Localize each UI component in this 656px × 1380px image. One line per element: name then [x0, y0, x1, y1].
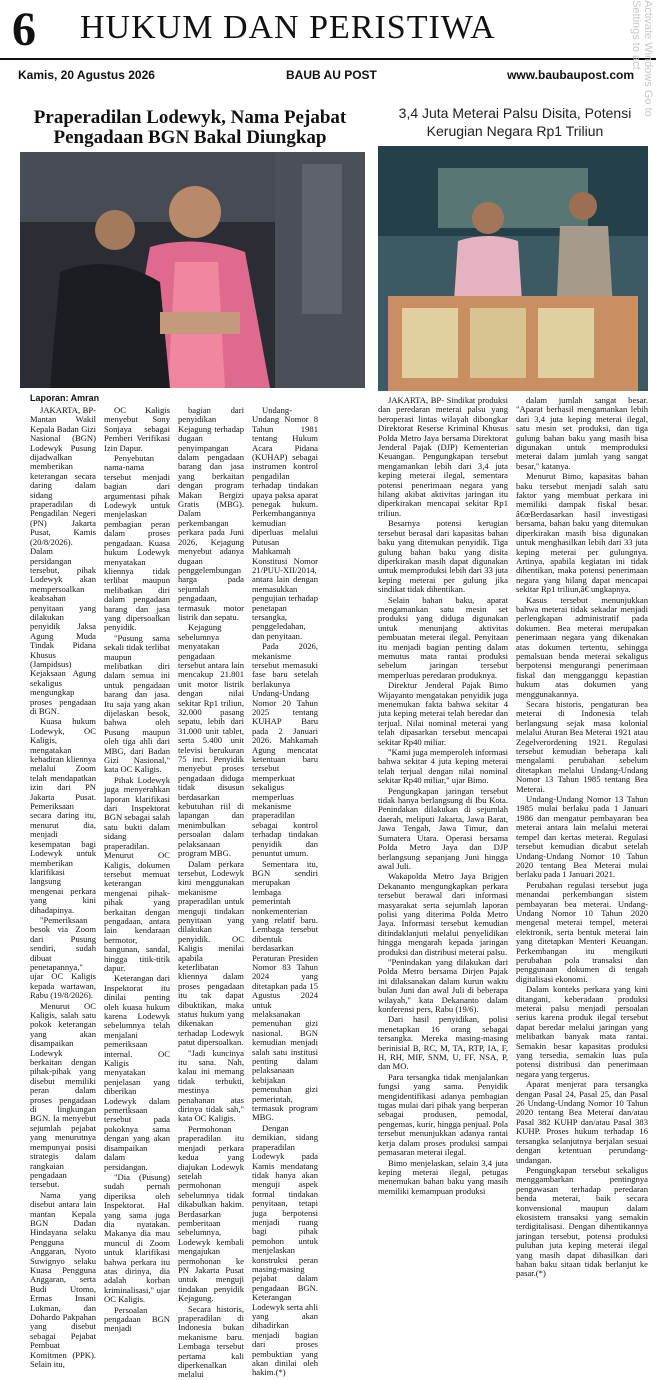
lead-photo [20, 152, 365, 388]
article-paragraph: Besarnya potensi kerugian tersebut berasal dari kapasitas bahan baku yang ditemukan penyidik. Tiga gulung bahan baku yang disita diperkirakan masih dapat digunakan untuk memproduksi lebih dari 33 juta keping meterai per gulung jika sindikat tidak dihentikan. [378, 518, 508, 595]
photo-caption: Laporan: Amran [30, 393, 100, 403]
lead-article-column-3 [178, 405, 244, 1380]
article-paragraph: Pada 2026, mekanisme tersebut memasuki fase baru setelah berlakunya Undang-Undang Nomor 20 Tahun 2025 tentang KUHAP Baru pada 2 Januari 2026. Mahkamah Agung mencatat ketentuan baru tersebut memperkuat sekaligus memperluas mekanisme praperadilan sebagai kontrol terhadap tindakan penyidik dan penuntut umum. [252, 641, 318, 859]
side-photo [378, 146, 648, 391]
article-paragraph: Dari hasil penyidikan, polisi menetapkan 16 orang sebagai tersangka. Mereka masing-masing berinisial B, RC, M, TA, RTP, IA, F, H, RH, MIF, SNM, U, FF, NSA, P, dan MO. [378, 1014, 508, 1072]
article-paragraph: Menurut Bimo, kapasitas bahan baku tersebut menjadi salah satu faktor yang membuat perkara ini memiliki dampak fiskal besar. â€œBerdasarkan hasil investigasi bersama, bahan baku yang ditemukan diperkirakan masih bisa digunakan untuk menghasilkan lebih dari 33 juta keping meterai per gulungnya. Artinya, apabila kegiatan ini tidak dihentikan, maka potensi penerimaan negara yang hilang dapat mencapai sekitar Rp1 triliun,â€ ungkapnya. [516, 471, 648, 595]
article-paragraph: Selain bahan baku, aparat mengamankan satu mesin set produksi yang diduga digunakan untuk menunjang aktivitas pembuatan meterai ilegal. Penyitaan itu menjadi bagian penting dalam memutus mata rantai produksi sebelum jaringan tersebut memperluas peredaran produknya. [378, 594, 508, 680]
article-paragraph: dalam jumlah sangat besar. "Aparat berhasil mengamankan lebih dari 3,4 juta keping meterai ilegal, satu mesin set produksi, dan tiga gulung bahan baku yang masih bisa digunakan untuk memproduksi meterai dalam jumlah yang sangat besar," katanya. [516, 395, 648, 471]
article-paragraph: Permohonan praperadilan itu menjadi perkara kedua yang diajukan Lodewyk setelah permohonan sebelumnya tidak dikabulkan hakim. Berdasarkan pemberitaan sebelumnya, Lodewyk kembali mengajukan permohonan ke PN Jakarta Pusat untuk menguji tindakan penyidik Kejagung. [178, 1123, 244, 1304]
article-paragraph: Menurut OC Kaligis, salah satu pokok keterangan yang akan disampaikan Lodewyk berkaitan dengan pihak-pihak yang disebut memiliki peran dalam proses pengadaan di lingkungan BGN. Ia menyebut sejumlah pejabat yang menurutnya mempunyai posisi strategis dalam rangkaian pengadaan tersebut. [30, 1000, 96, 1190]
section-title: HUKUM DAN PERISTIWA [80, 9, 496, 46]
article-paragraph: Dalam konteks perkara yang kini ditangani, keberadaan produksi meterai palsu menjadi persoalan serius karena produk ilegal tersebut dapat beredar melalui jaringan yang melibatkan banyak mata rantai. Semakin besar kapasitas produksi yang tersedia, semakin luas pula potensi distribusi dan penerimaan negara yang tergerus. [516, 984, 648, 1079]
article-paragraph: Pengungkapan jaringan tersebut tidak hanya berlangsung di Ibu Kota. Penindakan dilakukan di sejumlah daerah, meliputi Jakarta, Jawa Barat, Jawa Tengah, Jawa Timur, dan Sumatera Utara. Operasi bersama Polda Metro Jaya dan DJP berlangsung sepanjang Juni hingga awal Juli. [378, 785, 508, 871]
lead-article-column-2 [104, 405, 170, 1334]
page-number: 6 [12, 3, 36, 56]
article-paragraph: bagian dari penyidikan Kejagung terhadap dugaan penyimpangan dalam pengadaan barang dan jasa yang berkaitan dengan program Makan Bergizi Gratis (MBG). Dalam perkembangan perkara pada Juni 2026, Kejagung menyebut adanya dugaan penggelembungan harga pada sejumlah pengadaan, termasuk motor listrik dan sepatu. [178, 405, 244, 622]
header-rule [0, 58, 656, 60]
article-paragraph: Perubahan regulasi tersebut juga menandai perkembangan sistem pembayaran bea meterai. Undang-Undang Nomor 10 Tahun 2020 mengenal meterai tempel, meterai elektronik, serta bentuk meterai lain yang ditetapkan Menteri Keuangan. Perkembangan itu mengikuti perubahan pola transaksi dan penggunaan dokumen di tengah digitalisasi ekonomi. [516, 879, 648, 984]
article-paragraph: JAKARTA, BP- Mantan Wakil Kepala Badan Gizi Nasional (BGN) Lodewyk Pusung dijadwalkan memberikan keterangan secara daring dalam sidang praperadilan di Pengadilan Negeri (PN) Jakarta Pusat, Kamis (20/8/2026). Dalam persidangan tersebut, pihak Lodewyk akan mempersoalkan keabsahan penyitaan yang dilakukan penyidik Jaksa Agung Muda Tindak Pidana Khusus (Jampidsus) Kejaksaan Agung sekaligus mengungkap proses pengadaan di BGN. [30, 405, 96, 716]
side-article-column-1 [378, 395, 508, 1196]
article-paragraph: "Pusung sama sekali tidak terlibat maupun melibatkan diri dalam semua ini untuk pengadaan barang dan jasa. Itu saja yang akan dijelaskan besok, bahwa oleh Pusung maupun oleh tiga ahli dari MBG, dari Badan Gizi Nasional," kata OC Kaligis. [104, 632, 170, 775]
article-paragraph: Wakapolda Metro Jaya Brigjen Dekananto mengungkapkan perkara tersebut berawal dari informasi masyarakat serta sejumlah laporan polisi yang diterima Polda Metro Jaya. Informasi tersebut kemudian ditindaklanjuti melalui penyelidikan hingga mengarah kepada jaringan produksi dan distribusi meterai palsu. [378, 871, 508, 957]
activate-windows-watermark: Activate Windows Go to Settings to act [630, 0, 654, 117]
website-link[interactable]: www.baubaupost.com [507, 68, 634, 82]
lead-article-column-1 [30, 405, 96, 1370]
side-headline: 3,4 Juta Meterai Palsu Disita, Potensi Kerugian Negara Rp1 Triliun [398, 105, 632, 139]
article-paragraph: JAKARTA, BP- Sindikat produksi dan peredaran meterai palsu yang beroperasi lintas wilayah dibongkar Direktorat Reserse Kriminal Khusus Polda Metro Jaya bersama Direktorat Jenderal Pajak (DJP) Kementerian Keuangan. Pengungkapan tersebut mengamankan lebih dari 3,4 juta keping meterai ilegal, sementara potensi penerimaan negara yang hilang akibat aktivitas jaringan itu diperkirakan mencapai sekitar Rp1 triliun. [378, 395, 508, 518]
article-paragraph: Undang-Undang Nomor 8 Tahun 1981 tentang Hukum Acara Pidana (KUHAP) sebagai instrumen kontrol pengadilan terhadap tindakan upaya paksa aparat penegak hukum. Perkembangannya kemudian diperluas melalui Putusan Mahkamah Konstitusi Nomor 21/PUU-XII/2014, antara lain dengan memasukkan pengujian terhadap penetapan tersangka, penggeledahan, dan penyitaan. [252, 405, 318, 641]
side-article-column-2 [516, 395, 648, 1279]
article-paragraph: Persoalan pengadaan BGN menjadi [104, 1304, 170, 1334]
article-paragraph: Pihak Lodewyk juga menyerahkan laporan klarifikasi dari Inspektorat BGN sebagai salah satu bukti dalam sidang praperadilan. Menurut OC Kaligis, dokumen tersebut memuat keterangan mengenai pihak-pihak yang berkaitan dengan pengadaan, antara lain kendaraan bermotor, bangunan, sandal, hingga titik-titik dapur. [104, 774, 170, 973]
article-paragraph: Secara historis, praperadilan di Indonesia bukan mekanisme baru. Lembaga tersebut pertama kali diperkenalkan melalui [178, 1303, 244, 1380]
article-paragraph: "Pemeriksaan besok via Zoom dari Pusung sendiri, sudah dibuat penetapannya," ujar OC Kaligis kepada wartawan, Rabu (19/8/2026). [30, 914, 96, 1001]
lead-headline: Praperadilan Lodewyk, Nama Pejabat Pengadaan BGN Bakal Diungkap [33, 107, 347, 148]
lead-article-column-4 [252, 405, 318, 1378]
issue-date: Kamis, 20 Agustus 2026 [18, 68, 155, 82]
article-paragraph: Kejagung sebelumnya menyatakan pengadaan tersebut antara lain mencakup 21.801 unit motor listrik dengan nilai sekitar Rp1 triliun, 32.000 pasang sepatu, lebih dari 31.000 unit tablet, serta 5.400 unit televisi berukuran 75 inci. Penyidik menyebut proses pengadaan diduga tidak disusun berdasarkan kebutuhan riil di lapangan dan menimbulkan persoalan dalam pelaksanaan program MBG. [178, 622, 244, 859]
article-paragraph: Para tersangka tidak menjalankan fungsi yang sama. Penyidik mengidentifikasi adanya pembagian tugas mulai dari pihak yang berperan sebagai produsen, pemodal, pengemas, kurir, hingga penjual. Pola tersebut menunjukkan adanya rantai kerja dalam proses produksi sampai pemasaran meterai ilegal. [378, 1071, 508, 1158]
article-paragraph: "Penindakan yang dilakukan dari Polda Metro bersama Dirjen Pajak ini dilaksanakan dalam kurun waktu bulan Juni dan awal Juli di beberapa wilayah," kata Dekananto dalam konferensi pers, Rabu (19/6). [378, 956, 508, 1014]
article-paragraph: Kasus tersebut menunjukkan bahwa meterai tidak sekadar menjadi perlengkapan administratif pada dokumen. Bea meterai merupakan penerimaan negara yang dikenakan atas dokumen tertentu, sehingga pemalsuan benda meterai sekaligus berpotensi mengurangi penerimaan fiskal dan mengganggu kepastian hukum atas dokumen yang menggunakannya. [516, 594, 648, 699]
article-paragraph: Penyebutan nama-nama tersebut menjadi bagian dari argumentasi pihak Lodewyk untuk menjelaskan pembagian peran dalam proses pengadaan. Kuasa hukum Lodewyk menyatakan kliennya tidak terlibat maupun melibatkan diri dalam pengadaan barang dan jasa yang dipersoalkan penyidik. [104, 453, 170, 633]
page-header [0, 0, 656, 60]
masthead-bar [0, 68, 656, 84]
article-paragraph: Nama yang disebut antara lain mantan Kepala BGN Dadan Hindayana selaku Pengguna Anggaran, Nyoto Suwignyo selaku Kuasa Pengguna Anggaran, serta Budi Utomo, Ermas Insani Lukman, dan Dohardo Pakpahan yang disebut sebagai Pejabat Pembuat Komitmen (PPK). Selain itu, [30, 1189, 96, 1370]
side-photo-illustration [378, 146, 648, 391]
article-paragraph: Sementara itu, BGN sendiri merupakan lembaga pemerintah nonkementerian yang relatif baru. Lembaga tersebut dibentuk berdasarkan Peraturan Presiden Nomor 83 Tahun 2024 yang ditetapkan pada 15 Agustus 2024 untuk melaksanakan pemenuhan gizi nasional. BGN kemudian menjadi salah satu institusi penting dalam pelaksanaan kebijakan pemenuhan gizi pemerintah, termasuk program MBG. [252, 858, 318, 1123]
article-paragraph: OC Kaligis menyebut Sony Sonjaya sebagai Pemberi Verifikasi Izin Dapur. [104, 405, 170, 453]
article-paragraph: Aparat menjerat para tersangka dengan Pasal 24, Pasal 25, dan Pasal 26 Undang-Undang Nomor 10 Tahun 2020 tentang Bea Meterai dan/atau Pasal 382 KUHP dan/atau Pasal 383 KUHP. Proses hukum terhadap 16 tersangka selanjutnya berjalan sesuai dengan ketentuan perundang-undangan. [516, 1079, 648, 1165]
article-paragraph: Dengan demikian, sidang praperadilan Lodewyk pada Kamis mendatang tidak hanya akan menguji aspek formal tindakan penyitaan, tetapi juga berpotensi menjadi ruang bagi pihak pemohon untuk menjelaskan konstruksi peran masing-masing pejabat dalam pengadaan BGN. Keterangan Lodewyk serta ahli yang akan dihadirkan menjadi bagian dari proses pembuktian yang akan dinilai oleh hakim.(*) [252, 1122, 318, 1378]
article-paragraph: Dalam perkara tersebut, Lodewyk kini menggunakan mekanisme praperadilan untuk menguji tindakan penyitaan yang dilakukan penyidik. OC Kaligis menilai apabila keterlibatan kliennya dalam proses pengadaan itu tak dapat dibuktikan, maka status hukum yang dikenakan terhadap Lodewyk patut dipersoalkan. [178, 858, 244, 1048]
article-paragraph: "Dia (Pusung) sudah pernah diperiksa oleh Inspektorat. Hal yang sama juga dia nyatakan. Makanya dia mau muncul di Zoom untuk klarifikasi bahwa perkara itu atas dirinya, dia adalah korban kriminalisasi," ujar OC Kaligis. [104, 1171, 170, 1305]
article-paragraph: Undang-Undang Nomor 13 Tahun 1985 mulai berlaku pada 1 Januari 1986 dan mengatur pembayaran bea meterai antara lain melalui meterai tempel dan kertas meterai. Regulasi tersebut kemudian dicabut setelah Undang-Undang Nomor 10 Tahun 2020 tentang Bea Meterai mulai berlaku pada 1 Januari 2021. [516, 794, 648, 880]
article-paragraph: Pengungkapan tersebut sekaligus menggambarkan pentingnya pengawasan terhadap peredaran benda meterai, baik secara konvensional maupun dalam ekosistem transaksi yang semakin terdigitalisasi. Dengan dihentikannya jaringan tersebut, potensi produksi puluhan juta keping meterai ilegal yang masih dapat dihasilkan dari bahan baku sitaan tidak berlanjut ke pasar.(*) [516, 1164, 648, 1279]
article-paragraph: "Kami juga memperoleh informasi bahwa sekitar 4 juta keping meterai telah terjual dengan nilai nominal sekitar Rp40 miliar," ujar Bimo. [378, 747, 508, 786]
article-paragraph: Kuasa hukum Lodewyk, OC Kaligis, mengatakan kehadiran kliennya melalui Zoom telah mendapatkan izin dari PN Jakarta Pusat. Pemeriksaan secara daring itu, menurut dia, menjadi kesempatan bagi Lodewyk untuk memberikan klarifikasi langsung mengenai perkara yang kini dihadapinya. [30, 716, 96, 915]
lead-photo-illustration [20, 152, 365, 388]
article-paragraph: Bimo menjelaskan, selain 3,4 juta keping meterai ilegal, petugas menemukan bahan baku yang masih memiliki kemampuan produksi [378, 1157, 508, 1196]
article-paragraph: Secara historis, pengaturan bea meterai di Indonesia telah berlangsung sejak masa kolonial melalui Aturan Bea Meterai 1921 atau Zegelverordening 1921. Regulasi tersebut kemudian beberapa kali mengalami perubahan sebelum ditetapkan melalui Undang-Undang Nomor 13 Tahun 1985 tentang Bea Meterai. [516, 699, 648, 794]
article-paragraph: Keterangan dari Inspektorat itu dinilai penting oleh kuasa hukum karena Lodewyk sebelumnya telah menjalani pemeriksaan internal. OC Kaligis menyatakan penjelasan yang diberikan Lodewyk dalam pemeriksaan tersebut pada pokoknya sama dengan yang akan disampaikan dalam persidangan. [104, 973, 170, 1172]
article-paragraph: "Jadi kuncinya itu sana. Nah, kalau ini memang tidak terbukti, mestinya penahanan atas dirinya tidak sah," kata OC Kaligis. [178, 1047, 244, 1124]
article-paragraph: Direktur Jenderal Pajak Bimo Wijayanto mengatakan penyidik juga menemukan fakta bahwa sekitar 4 juta keping meterai telah beredar dan terjual. Nilai nominal meterai yang telah dipasarkan tersebut mencapai sekitar Rp40 miliar. [378, 680, 508, 747]
paper-name: BAUB AU POST [286, 68, 377, 82]
